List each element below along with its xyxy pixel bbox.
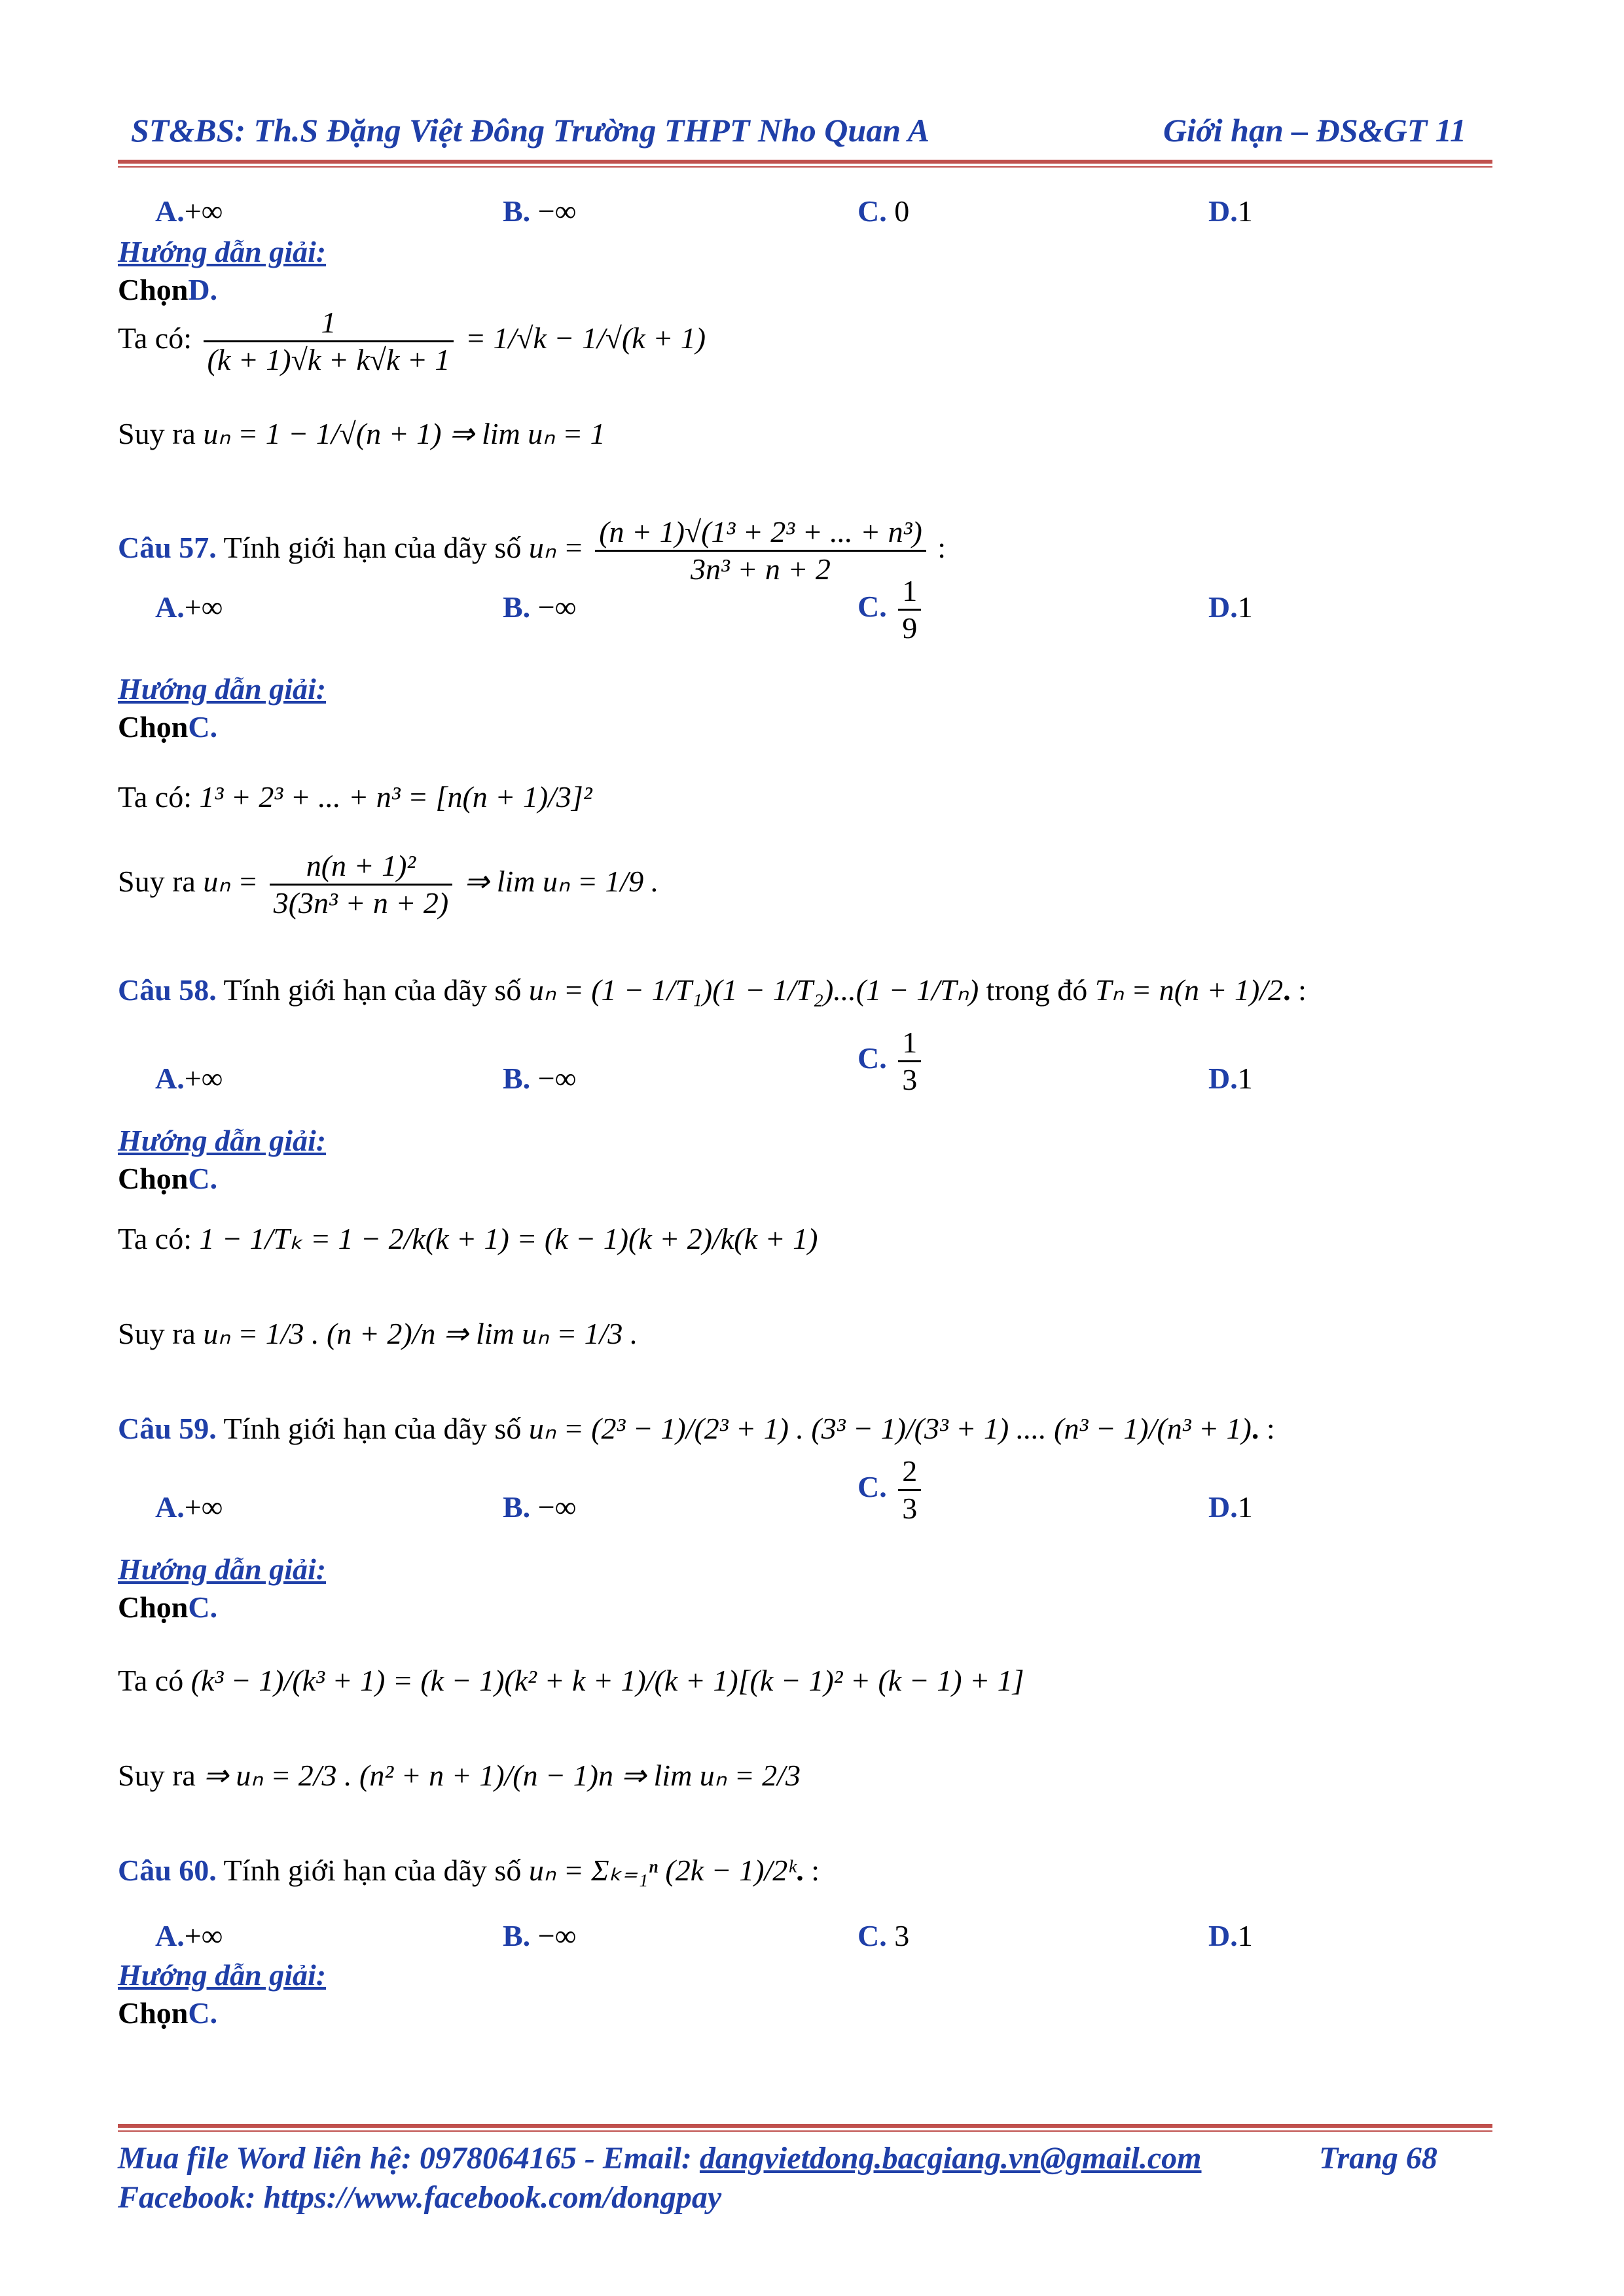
q60-question: Câu 60. Tính giới hạn của dãy số uₙ = Σₖ₌₁ⁿ (2k − 1)/2ᵏ. : (118, 1854, 820, 1887)
fraction: $\frac{1}{9}$ (898, 576, 921, 643)
header-left: ST&BS: Th.S Đặng Việt Đông Trường THPT Nho Quan A (131, 112, 929, 149)
header-rule-thin (118, 166, 1492, 168)
q58-option-a: A.+∞ (155, 1062, 223, 1095)
q60-option-c: C. 3 (857, 1919, 910, 1952)
fraction: $\frac{1}{(k + 1)√k + k√k + 1}$ (204, 308, 454, 375)
q58-taco: Ta có: 1 − 1/Tₖ = 1 − 2/k(k + 1) = (k − 1)(k + 2)/k(k + 1) (118, 1222, 818, 1255)
answer-choice: ChọnC. (118, 710, 218, 744)
q56-option-b: B. −∞ (503, 194, 577, 228)
answer-choice: ChọnC. (118, 1996, 218, 2030)
header-rule (118, 160, 1492, 164)
q58-question: Câu 58. Tính giới hạn của dãy số uₙ = (1 − 1/T₁)(1 − 1/T₂)...(1 − 1/Tₙ) trong đó Tₙ = n(n + 1)/2. : (118, 973, 1307, 1007)
q57-suyra: Suy ra uₙ = $\frac{\text{n(n + 1)²}}{\text{3(3n³ + n + 2)}}$ ⇒ lim uₙ = 1/9 . (118, 849, 659, 920)
q56-option-d: D.1 (1208, 194, 1253, 228)
footer-facebook[interactable]: Facebook: https://www.facebook.com/dongpay (118, 2180, 722, 2215)
page-number: Trang 68 (1319, 2141, 1437, 2176)
answer-choice: ChọnC. (118, 1162, 218, 1195)
fraction: $\frac{1}{3}$ (898, 1028, 921, 1095)
fraction: $\frac{\text{(n + 1)√(1³ + 2³ + ... + n³)}}{\text{3n³ + n + 2}}$ (595, 517, 926, 584)
q56-taco: Ta có: $\frac{1}{(k + 1)√k + k√k + 1}$ = 1/√k − 1/√(k + 1) (118, 306, 706, 376)
q56-option-c: C. 0 (857, 194, 910, 228)
q57-option-a: A.+∞ (155, 590, 223, 624)
guide-heading: Hướng dẫn giải: (118, 672, 327, 706)
footer-rule (118, 2124, 1492, 2128)
footer-contact: Mua file Word liên hệ: 0978064165 - Email: dangvietdong.bacgiang.vn@gmail.com (118, 2141, 1202, 2176)
q56-option-a: A.+∞ (155, 194, 223, 228)
fraction: $\frac{2}{3}$ (898, 1456, 921, 1524)
q60-option-d: D.1 (1208, 1919, 1253, 1952)
q60-option-b: B. −∞ (503, 1919, 577, 1952)
q59-question: Câu 59. Tính giới hạn của dãy số uₙ = (2³ − 1)/(2³ + 1) . (3³ − 1)/(3³ + 1) .... (n³ − 1)/(n³ + 1). : (118, 1412, 1275, 1445)
q59-option-c: C. $\frac{2}{3}$ (857, 1456, 925, 1524)
answer-choice: ChọnC. (118, 1590, 218, 1624)
q57-option-d: D.1 (1208, 590, 1253, 624)
guide-heading: Hướng dẫn giải: (118, 1552, 327, 1586)
q59-option-d: D.1 (1208, 1490, 1253, 1524)
q57-taco: Ta có: 1³ + 2³ + ... + n³ = [n(n + 1)/3]² (118, 780, 592, 814)
q59-taco: Ta có (k³ − 1)/(k³ + 1) = (k − 1)(k² + k + 1)/(k + 1)[(k − 1)² + (k − 1) + 1] (118, 1664, 1024, 1697)
header-right: Giới hạn – ĐS&GT 11 (1163, 112, 1466, 149)
guide-heading: Hướng dẫn giải: (118, 1958, 327, 1992)
q58-option-b: B. −∞ (503, 1062, 577, 1095)
guide-heading: Hướng dẫn giải: (118, 235, 327, 268)
email-link[interactable]: dangvietdong.bacgiang.vn@gmail.com (699, 2141, 1202, 2176)
q58-suyra: Suy ra uₙ = 1/3 . (n + 2)/n ⇒ lim uₙ = 1/3 . (118, 1317, 638, 1350)
q56-suyra: Suy ra uₙ = 1 − 1/√(n + 1) ⇒ lim uₙ = 1 (118, 417, 605, 450)
q57-option-c: C. $\frac{1}{9}$ (857, 576, 925, 643)
q60-option-a: A.+∞ (155, 1919, 223, 1952)
guide-heading: Hướng dẫn giải: (118, 1124, 327, 1157)
page-header (131, 111, 1466, 157)
q57-option-b: B. −∞ (503, 590, 577, 624)
q59-suyra: Suy ra ⇒ uₙ = 2/3 . (n² + n + 1)/(n − 1)n ⇒ lim uₙ = 2/3 (118, 1759, 801, 1792)
footer-rule-thin (118, 2130, 1492, 2132)
q58-option-d: D.1 (1208, 1062, 1253, 1095)
answer-choice: ChọnD. (118, 273, 218, 306)
q57-question: Câu 57. Tính giới hạn của dãy số uₙ = $\frac{\text{(n + 1)√(1³ + 2³ + ... + n³)}}{\text{3n³ + n + 2}}$ : (118, 515, 947, 586)
q59-option-b: B. −∞ (503, 1490, 577, 1524)
q59-option-a: A.+∞ (155, 1490, 223, 1524)
fraction: $\frac{\text{n(n + 1)²}}{\text{3(3n³ + n + 2)}}$ (270, 851, 453, 918)
q58-option-c: C. $\frac{1}{3}$ (857, 1028, 925, 1095)
